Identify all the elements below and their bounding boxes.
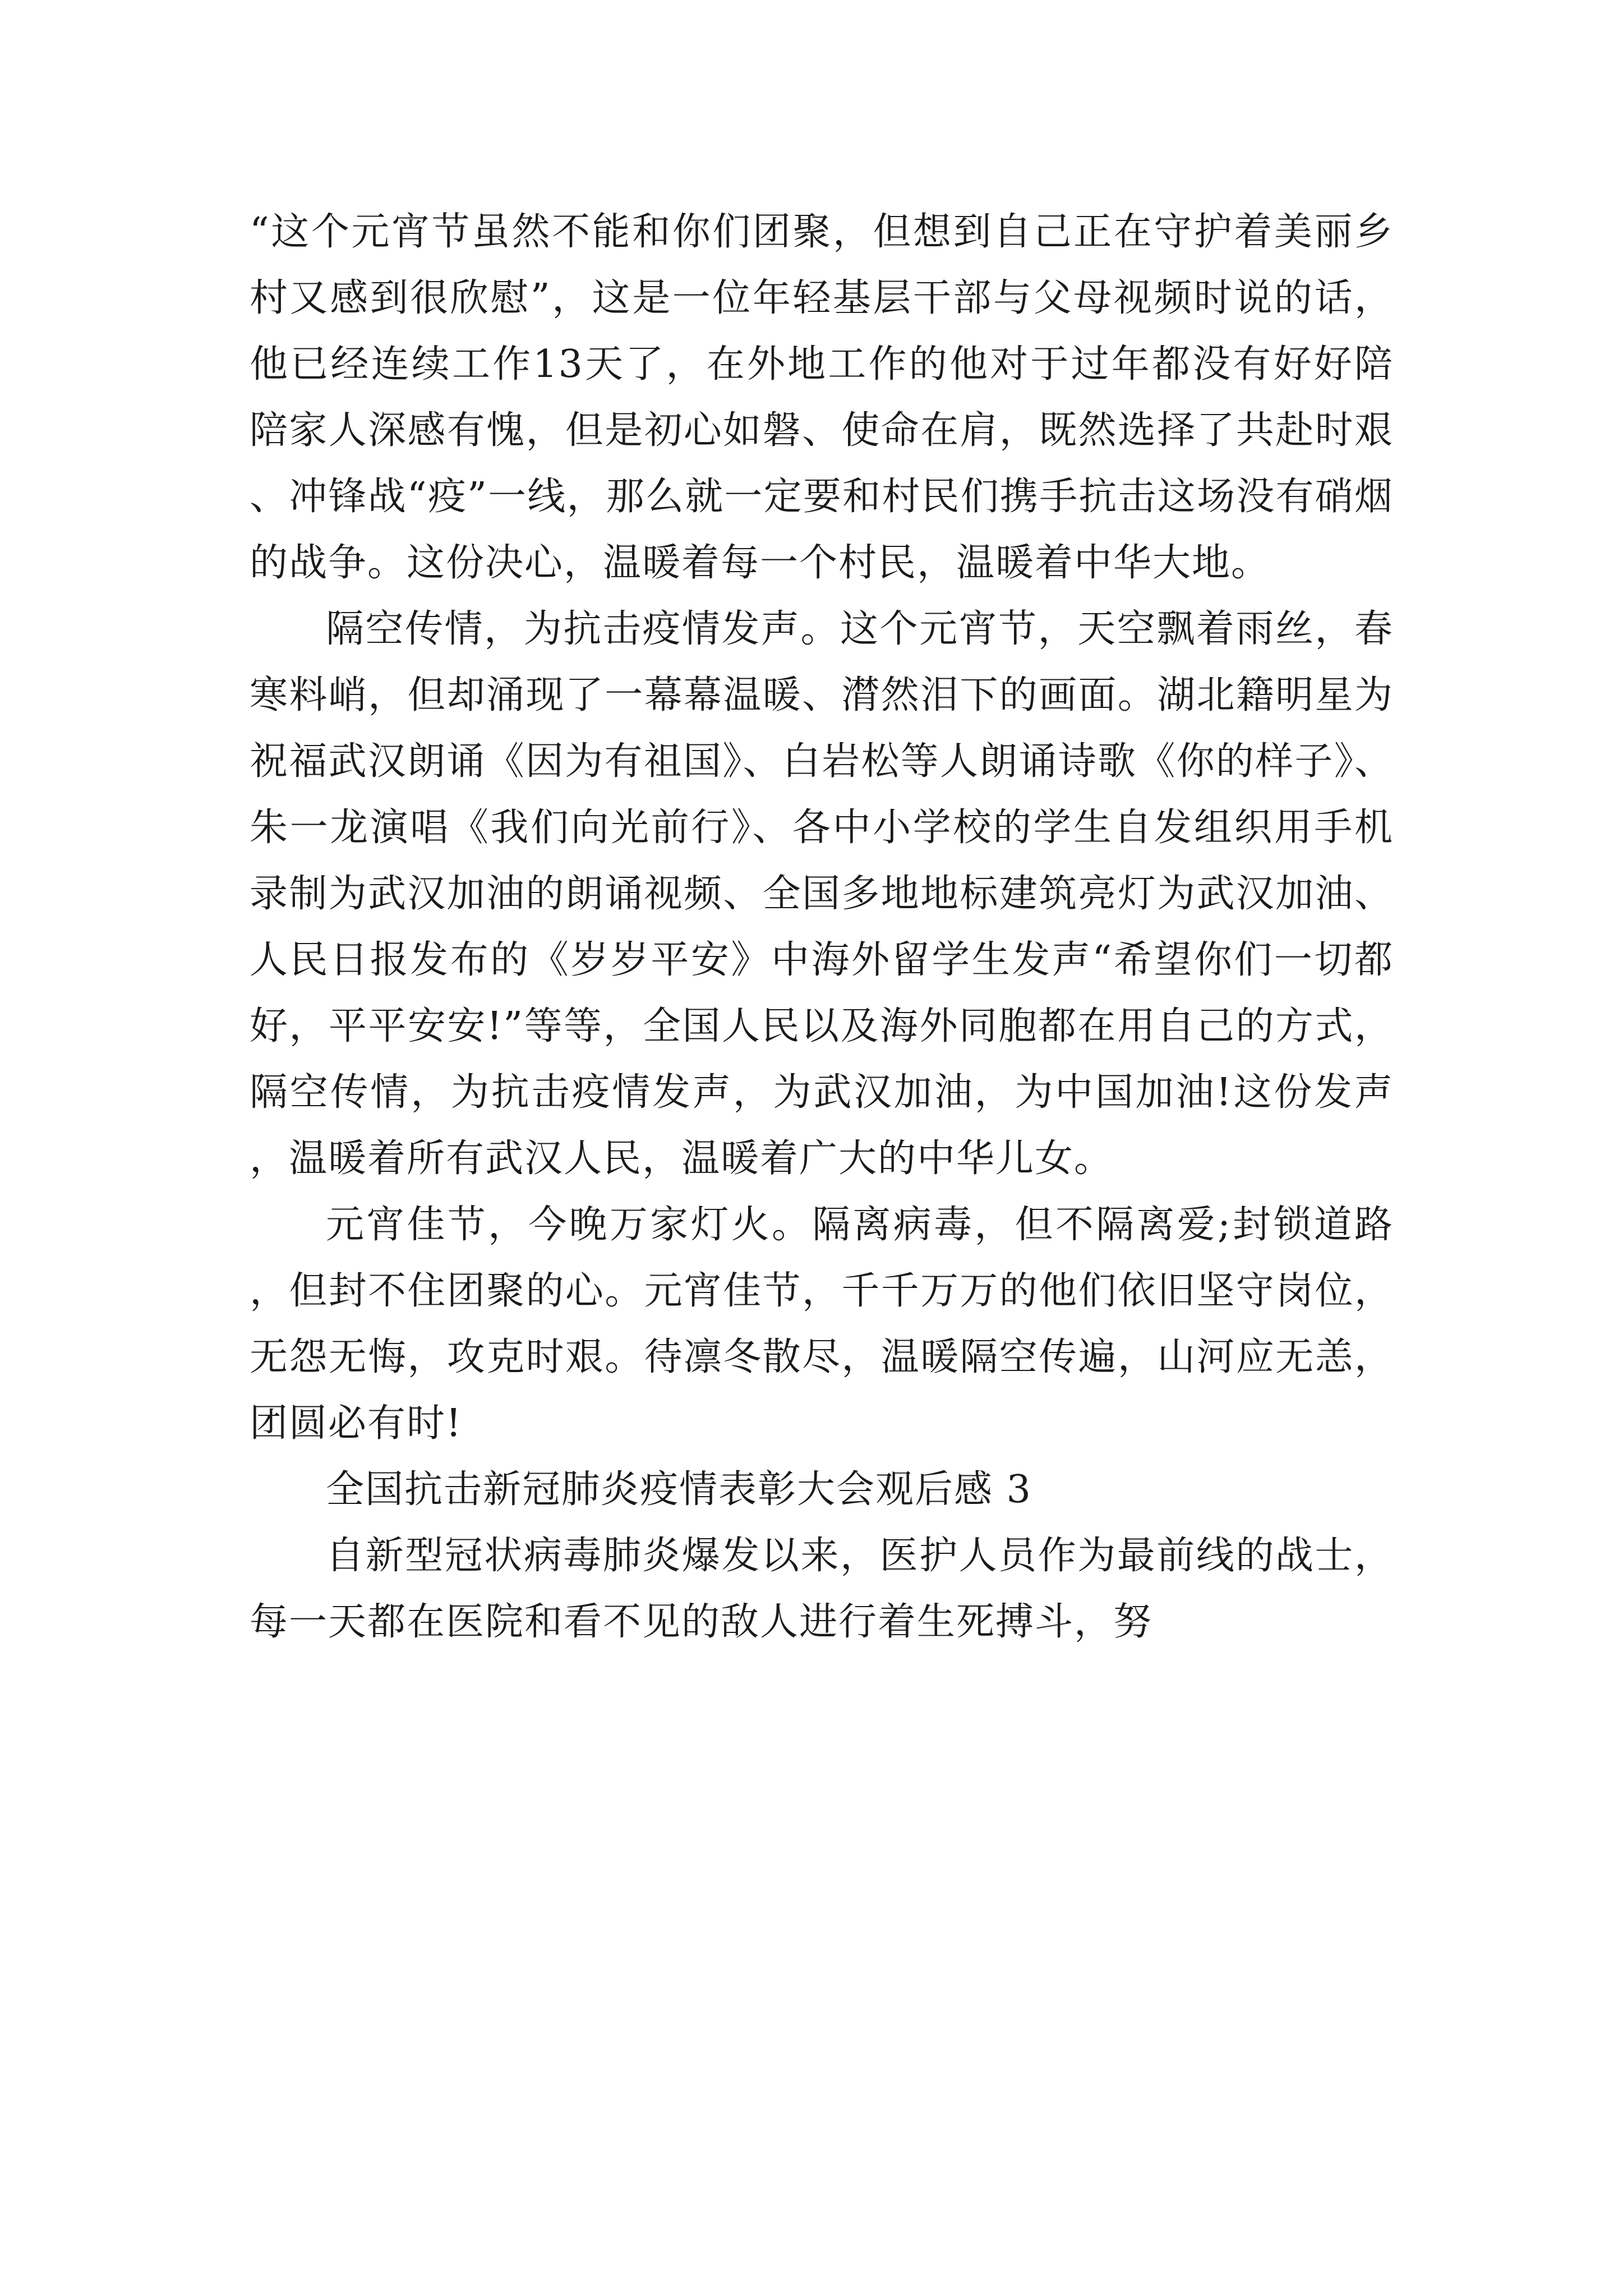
section-heading: 全国抗击新冠肺炎疫情表彰大会观后感 3 bbox=[326, 1467, 1032, 1512]
paragraph-4: 自新型冠状病毒肺炎爆发以来，医护人员作为最前线的战士，每一天都在医院和看不见的敌人进行着生死搏斗，努 bbox=[250, 1534, 1394, 1644]
paragraph-3: 元宵佳节，今晚万家灯火。隔离病毒，但不隔离爱;封锁道路，但封不住团聚的心。元宵佳节，千千万万的他们依旧坚守岗位，无怨无悔，攻克时艰。待凛冬散尽，温暖隔空传遍，山河应无恙，团圆必有时! bbox=[250, 1203, 1394, 1446]
paragraph-2: 隔空传情，为抗击疫情发声。这个元宵节，天空飘着雨丝，春寒料峭，但却涌现了一幕幕温暖、潸然泪下的画面。湖北籍明星为祝福武汉朗诵《因为有祖国》、白岩松等人朗诵诗歌《你的样子》、朱一龙演唱《我们向光前行》、各中小学校的学生自发组织用手机录制为武汉加油的朗诵视频、全国多地地标建筑亮灯为武汉加油、人民日报发布的《岁岁平安》中海外留学生发声“希望你们一切都好，平平安安!”等等，全国人民以及海外同胞都在用自己的方式，隔空传情，为抗击疫情发声，为武汉加油，为中国加油!这份发声，温暖着所有武汉人民，温暖着广大的中华儿女。 bbox=[250, 607, 1394, 1181]
paragraph-1: “这个元宵节虽然不能和你们团聚，但想到自己正在守护着美丽乡村又感到很欣慰”，这是一位年轻基层干部与父母视频时说的话，他已经连续工作13天了，在外地工作的他对于过年都没有好好陪陪家人深感有愧，但是初心如磐、使命在肩，既然选择了共赴时艰、冲锋战“疫”一线，那么就一定要和村民们携手抗击这场没有硝烟的战争。这份决心，温暖着每一个村民，温暖着中华大地。 bbox=[250, 210, 1394, 585]
document-body bbox=[250, 199, 1394, 1655]
